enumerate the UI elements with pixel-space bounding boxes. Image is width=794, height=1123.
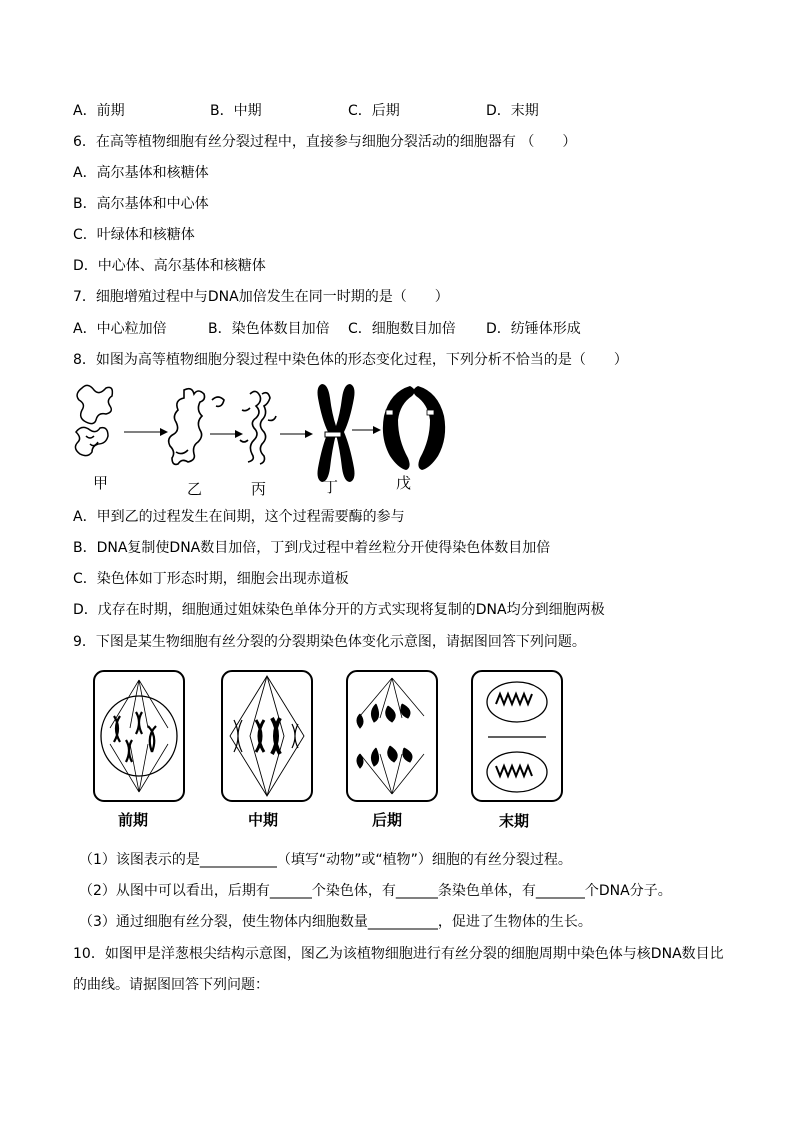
q6-option-b: B．高尔基体和中心体 [73, 196, 209, 212]
fig-label-ding: 丁 [323, 478, 339, 496]
anaphase-cell [347, 671, 437, 801]
q5-option-b: B．中期 [210, 103, 262, 119]
q5-option-c: C．后期 [348, 103, 400, 119]
q8-option-d: D．戊存在时期，细胞通过姐妹染色单体分开的方式实现将复制的DNA均分到细胞两极 [73, 602, 605, 618]
q8-option-a: A．甲到乙的过程发生在间期，这个过程需要酶的参与 [73, 509, 405, 525]
metaphase-cell [222, 671, 312, 801]
chromatin-yi-shape [169, 389, 224, 465]
q8-option-c: C．染色体如丁形态时期，细胞会出现赤道板 [73, 571, 349, 587]
fig-label-bing: 丙 [251, 480, 267, 498]
chromatin-bing-shape [240, 391, 276, 464]
mitosis-phases-figure [90, 668, 570, 804]
q6-option-d: D．中心体、高尔基体和核糖体 [73, 258, 266, 274]
q6-option-a: A．高尔基体和核糖体 [73, 165, 209, 181]
telophase-cell [472, 671, 562, 801]
q5-option-d: D．末期 [486, 103, 539, 119]
q7-option-c: C．细胞数目加倍 [348, 321, 456, 337]
fig-label-anaphase: 后期 [372, 811, 403, 829]
q9-stem: 9．下图是某生物细胞有丝分裂的分裂期染色体变化示意图，请据图回答下列问题。 [73, 634, 586, 650]
prophase-cell [94, 671, 184, 801]
q7-stem: 7．细胞增殖过程中与DNA加倍发生在同一时期的是（ ） [73, 289, 449, 305]
fig-label-telophase: 末期 [499, 812, 530, 830]
fig-label-yi: 乙 [187, 480, 203, 498]
q7-option-a: A．中心粒加倍 [73, 321, 167, 337]
q7-option-d: D．纺锤体形成 [486, 321, 581, 337]
q7-option-b: B．染色体数目加倍 [208, 321, 330, 337]
chromatin-jia-shape [75, 385, 112, 455]
q8-stem: 8．如图为高等植物细胞分裂过程中染色体的形态变化过程，下列分析不恰当的是（ ） [73, 352, 628, 368]
q5-option-a: A．前期 [73, 103, 125, 119]
chromosome-wu-shape [383, 386, 445, 470]
q9-sub-3: （3）通过细胞有丝分裂，使生物体内细胞数量__________，促进了生物体的生长。 [79, 914, 592, 930]
fig-label-jia: 甲 [93, 474, 109, 492]
q10-stem-line1: 10．如图甲是洋葱根尖结构示意图，图乙为该植物细胞进行有丝分裂的细胞周期中染色体与核DNA数目比 [73, 946, 724, 962]
q10-stem-line2: 的曲线。请据图回答下列问题： [73, 977, 269, 993]
q8-option-b: B．DNA复制使DNA数目加倍，丁到戊过程中着丝粒分开使得染色体数目加倍 [73, 540, 551, 556]
chromosome-ding-shape [318, 384, 355, 482]
fig-label-prophase: 前期 [118, 811, 149, 829]
q9-sub-2: （2）从图中可以看出，后期有______个染色体，有______条染色单体，有_______个DNA分子。 [79, 883, 672, 899]
q9-sub-1: （1）该图表示的是___________（填写“动物”或“植物”）细胞的有丝分裂过程。 [79, 852, 572, 868]
fig-label-metaphase: 中期 [248, 811, 279, 829]
q6-option-c: C．叶绿体和核糖体 [73, 227, 195, 243]
q6-stem: 6．在高等植物细胞有丝分裂过程中，直接参与细胞分裂活动的细胞器有 （ ） [73, 134, 577, 150]
fig-label-wu: 戊 [396, 474, 412, 492]
